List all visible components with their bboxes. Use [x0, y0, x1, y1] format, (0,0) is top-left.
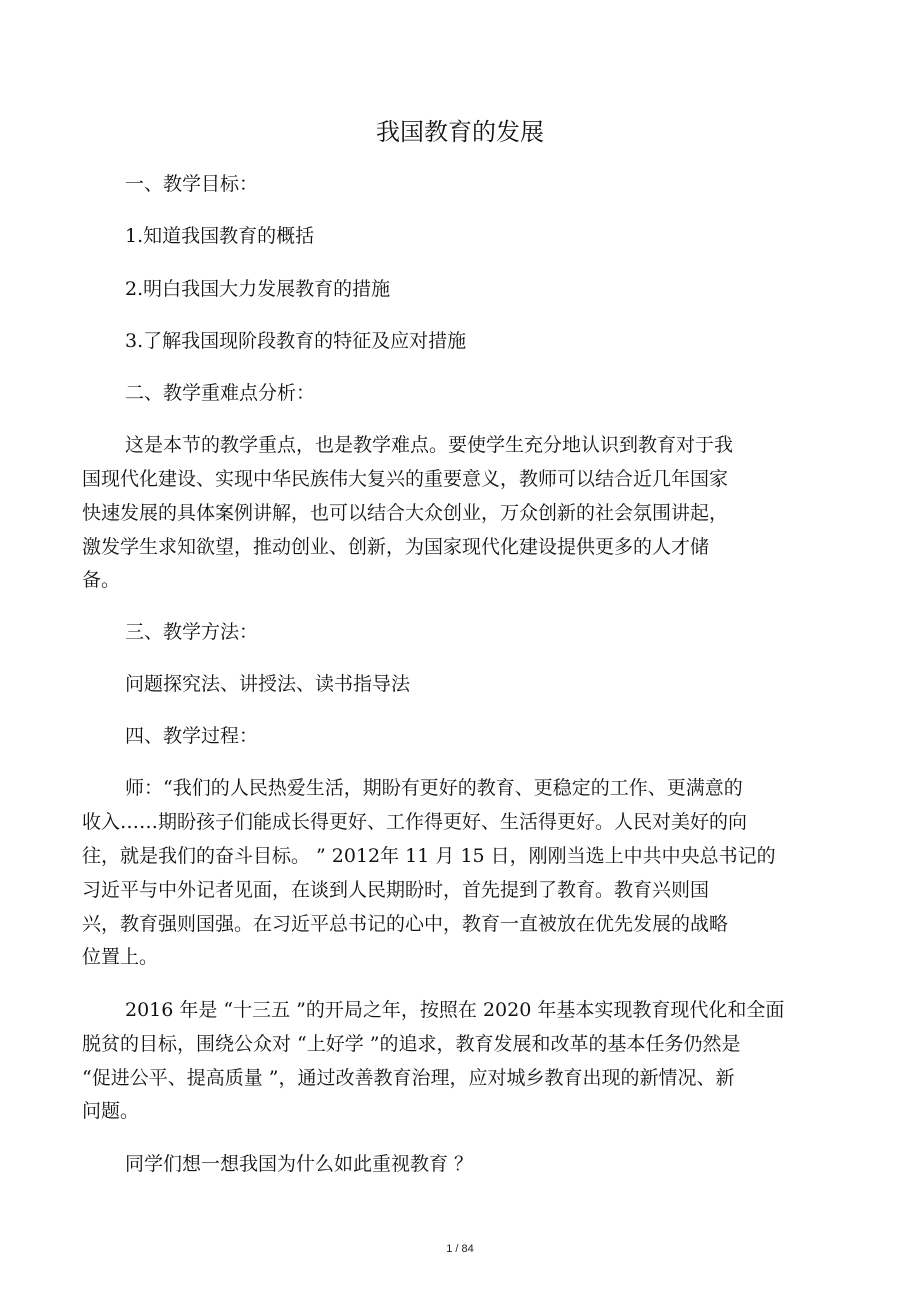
key-points-heading: 二、教学重难点分析： — [125, 382, 316, 404]
question-text: 同学们想一想我国为什么如此重视教育 ？ — [125, 1153, 474, 1175]
objective-item-3: 3.了解我国现阶段教育的特征及应对措施 — [125, 330, 467, 352]
process-para2-line-3: “促进公平、提高质量 ”，通过改善教育治理，应对城乡教育出现的新情况、新 — [82, 1067, 735, 1089]
methods-heading: 三、教学方法： — [125, 621, 259, 643]
page-indicator: 1 / 84 — [446, 1243, 474, 1255]
process-para2-line-1: 2016 年是 “十三五 ”的开局之年，按照在 2020 年基本实现教育现代化和全面 — [125, 999, 785, 1021]
process-para1-line-2: 收入……期盼孩子们能成长得更好、工作得更好、生活得更好。人民对美好的向 — [82, 811, 748, 833]
document-title: 我国教育的发展 — [376, 118, 544, 146]
process-para1-line-3: 往，就是我们的奋斗目标。 ” 2012年 11 月 15 日，刚刚当选上中共中央总书记的 — [82, 845, 776, 867]
key-points-line-4: 激发学生求知欲望，推动创业、创新，为国家现代化建设提供更多的人才储 — [82, 536, 710, 558]
process-para1-line-1: 师：“我们的人民热爱生活，期盼有更好的教育、更稳定的工作、更满意的 — [125, 777, 743, 799]
process-para1-line-5: 兴，教育强则国强。在习近平总书记的心中，教育一直被放在优先发展的战略 — [82, 913, 729, 935]
process-para2-line-2: 脱贫的目标，围绕公众对 “上好学 ”的追求，教育发展和改革的基本任务仍然是 — [82, 1033, 741, 1055]
key-points-line-2: 国现代化建设、实现中华民族伟大复兴的重要意义，教师可以结合近几年国家 — [82, 468, 729, 490]
key-points-line-5: 备。 — [82, 569, 121, 591]
process-para2-line-4: 问题。 — [82, 1100, 140, 1122]
objective-item-1: 1.知道我国教育的概括 — [125, 225, 315, 247]
methods-text: 问题探究法、讲授法、读书指导法 — [125, 673, 411, 695]
process-para1-line-4: 习近平与中外记者见面，在谈到人民期盼时，首先提到了教育。教育兴则国 — [82, 879, 710, 901]
key-points-line-1: 这是本节的教学重点，也是教学难点。要使学生充分地认识到教育对于我 — [125, 434, 734, 456]
process-heading: 四、教学过程： — [125, 725, 259, 747]
objective-item-2: 2.明白我国大力发展教育的措施 — [125, 278, 391, 300]
objectives-heading: 一、教学目标： — [125, 173, 259, 195]
process-para1-line-6: 位置上。 — [82, 946, 159, 968]
key-points-line-3: 快速发展的具体案例讲解，也可以结合大众创业，万众创新的社会氛围讲起， — [82, 502, 729, 524]
